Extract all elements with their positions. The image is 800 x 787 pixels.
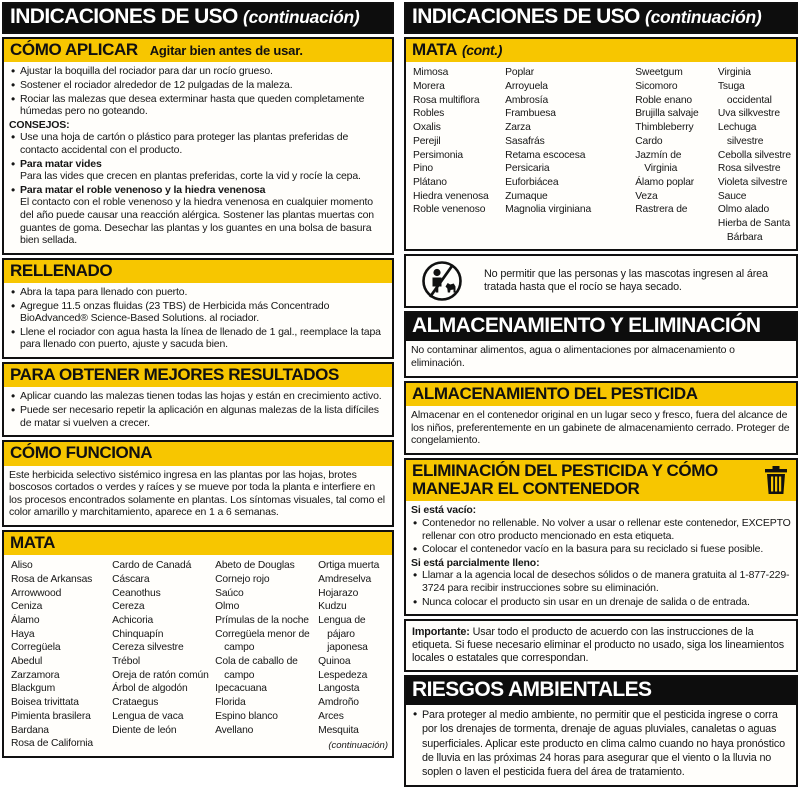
kills-cont-column-4 [718,66,792,244]
best-results-bullets [9,390,387,429]
kills-item: Roble enano [635,94,692,106]
kills-item: Hiedra venenosa [413,190,489,202]
kills-item: Hojarazo [318,587,359,599]
kills-item: Zarzamora [11,669,60,681]
kills-item: Chinquapín [112,628,164,640]
kills-item: Prímulas de la noche [215,615,309,627]
best-results-header [4,364,392,387]
kills-item: Jazmín de Virginia [635,149,682,175]
how-to-apply-title: CÓMO APLICAR [10,40,138,60]
best-results-section [2,362,394,437]
kills-item: Cáscara [112,573,150,585]
pesticide-disposal-body [406,501,796,614]
refill-title: RELLENADO [10,260,113,280]
kills-item: Mesquita [318,724,359,736]
kills-item: Álamo poplar [635,176,695,188]
kills-item: Ortiga muerta [318,560,380,572]
disposal-bullet: • Contenedor no rellenable. No volver a usar o rellenar este contenedor, EXCEPTO rellenar con otro producto mencionado en esta etiqueta. [411,517,791,542]
left-section-header [2,2,394,34]
kills-item: Quinoa [318,656,351,668]
kills-item: Sauce [717,190,747,202]
pesticide-storage-body [406,406,796,453]
kills-item: Sasafrás [505,135,545,147]
tip-text: Para las vides que crecen en plantas preferidas, corte la vid y rocíe la cepa. [20,170,361,183]
kills-item: Aliso [11,560,33,572]
kills-cont-column-3 [635,66,713,244]
kills-item: Amdroño [318,697,359,709]
storage-disposal-text: No contaminar alimentos, agua o alimentaciones por almacenamiento o eliminación. [411,344,735,369]
tips-label: CONSEJOS: [9,118,70,131]
kills-item: Cereza silvestre [112,642,184,654]
kills-item: Oxalis [413,122,441,134]
how-to-apply-bullets [9,65,387,117]
kills-item: Álamo [11,615,40,627]
kills-item: Plátano [413,176,447,188]
kills-item: Arrowwood [11,587,62,599]
kills-item: Retama escocesa [505,149,586,161]
storage-disposal-header [406,313,796,341]
important-label: Importante: [412,626,470,639]
refill-bullet: • Abra la tapa para llenado con puerto. [9,286,387,299]
right-header-title: INDICACIONES DE USO [412,5,640,28]
kills-item: Cereza [112,601,145,613]
no-entry-warning [404,254,798,308]
kills-item: Arroyuela [505,81,548,93]
kills-cont-suffix: (cont.) [461,42,502,59]
kills-item: Thimbleberry [635,122,694,134]
kills-item: Brujilla salvaje [635,108,699,120]
left-header-title: INDICACIONES DE USO [10,5,238,28]
pesticide-storage-header [406,383,796,406]
kills-item: Cola de caballo de campo [215,656,298,681]
environmental-bullets [411,708,791,779]
kills-item: Blackgum [11,683,56,695]
kills-item: Tsuga occidental [717,81,772,106]
pesticide-storage-section [404,381,798,455]
tip-text: Use una hoja de cartón o plástico para proteger las plantas preferidas de contacto accidental con el producto. [20,131,349,156]
if-empty-bullets [411,517,791,556]
kills-item: Achicoria [112,615,154,627]
kills-item: Rosa multiflora [413,94,480,106]
disposal-bullet: • Llamar a la agencia local de desechos sólidos o de manera gratuita al 1-877-229-3724 para recibir instrucciones sobre su eliminación. [411,569,791,594]
kills-item: Lechuga silvestre [717,122,764,147]
kills-item: Mimosa [413,67,449,79]
kills-item: Perejil [413,135,441,147]
kills-item: Saúco [215,587,244,599]
kills-column-4 [318,559,388,751]
kills-item: Sicomoro [635,81,678,93]
kills-cont-list [406,62,796,249]
how-it-works-body [4,466,392,525]
kills-item: Poplar [505,67,535,79]
if-empty-label: Si está vacío: [411,504,477,517]
kills-column-2 [112,559,210,751]
how-to-apply-bullet: • Sostener el rociador alrededor de 12 pulgadas de la maleza. [9,79,387,92]
storage-disposal-body [406,341,796,375]
kills-item: Persimonia [413,149,464,161]
kills-list [4,555,392,756]
important-note-box [404,619,798,672]
storage-disposal-title: ALMACENAMIENTO Y ELIMINACIÓN [412,314,761,338]
refill-section [2,258,394,359]
how-to-apply-bullet: • Ajustar la boquilla del rociador para dar un rocío grueso. [9,65,387,78]
kills-item: Rosa de California [11,738,94,750]
kills-item: Hierba de Santa Bárbara [717,217,791,243]
kills-item: Persicaria [505,163,550,175]
right-column [404,2,798,787]
kills-header [4,532,392,555]
tip-item [9,158,387,183]
kills-item: Lengua de vaca [112,710,184,722]
how-it-works-text: Este herbicida selectivo sistémico ingresa en las plantas por las hojas, brotes boscosos cortados o verdes y raíces y se mueve por toda la planta e interfiere en los procesos encontrados solamente en plantas. Los síntomas visuales, tal como el color amarillo y marchitamiento, aparece en 1 a 6 semanas. [9,468,385,519]
kills-item: Crataegus [112,697,159,709]
pesticide-disposal-section [404,458,798,616]
kills-item: Amdreselva [318,573,372,585]
kills-cont-section [404,37,798,251]
kills-item: Cardo de Canadá [112,560,192,572]
tip-bold-text: • Para matar el roble venenoso y la hiedra venenosa [20,183,266,196]
pesticide-disposal-header [406,460,796,502]
best-results-title: PARA OBTENER MEJORES RESULTADOS [10,365,339,385]
left-column [2,2,394,758]
kills-item: Violeta silvestre [717,176,788,188]
kills-item: Ceanothus [112,587,161,599]
kills-item: Arces [318,710,344,722]
kills-item: Abedul [11,656,43,668]
kills-item: Rosa silvestre [717,163,781,175]
environmental-hazards-section [404,675,798,787]
kills-item: Roble venenoso [413,204,486,216]
tip-bold-text: • Para matar vides [20,157,102,170]
environmental-hazards-body [406,705,796,785]
refill-body [4,283,392,357]
kills-item: Rastrera de [635,204,688,216]
tip-item [9,131,387,156]
kills-item: Cornejo rojo [215,573,270,585]
kills-item: Kudzu [318,601,347,613]
how-to-apply-bullet: • Rociar las malezas que desea exterminar hasta que queden completamente húmedas pero no goteando. [9,93,387,118]
kills-item: Zarza [505,122,531,134]
kills-item: Diente de león [112,724,177,736]
disposal-bullet: • Colocar el contenedor vacío en la basura para su reciclado si fuese posible. [411,543,791,556]
kills-item: Corregüela menor de campo [215,628,310,654]
refill-header [4,260,392,283]
kills-item: Frambuesa [505,108,556,120]
left-header-continuation: (continuación) [243,7,360,27]
environmental-bullet: • Para proteger al medio ambiente, no permitir que el pesticida ingrese o corra por los drenajes de tormenta, drenaje de aguas pluviales, canaletas o aguas superficiales. Aplicar este producto en clima calmo cuando no haya pronóstico de lluvia en las próximas 24 horas para asegurar que el viento o la lluvia no soplen o laven el pesticida fuera del área de tratamiento. [411,708,791,779]
how-to-apply-body [4,62,392,252]
kills-item: Zumaque [505,190,548,202]
kills-item: Pino [413,163,434,175]
refill-bullet: • Llene el rociador con agua hasta la línea de llenado de 1 gal., reemplace la tapa para llenado con puerto, ajuste y sacuda bien. [9,326,387,351]
kills-item: Robles [413,108,445,120]
tip-item [9,184,387,247]
kills-item: Morera [413,81,445,93]
kills-cont-title: MATA [412,40,457,60]
kills-item: Sweetgum [635,67,683,79]
kills-item: Magnolia virginiana [505,204,592,216]
kills-column-3 [215,559,313,751]
shake-well-note: Agitar bien antes de usar. [149,43,303,59]
tip-text: El contacto con el roble venenoso y la hiedra venenosa en cualquier momento del año puede causar una reacción alérgica. Sostener las plantas muertas con guantes de goma. Desechar las plantas y los guantes en una bolsa de basura bien sellada. [20,196,374,247]
refill-bullet: • Agregue 11.5 onzas fluidas (23 TBS) de Herbicida más Concentrado BioAdvanced® Science-Based Solutions. al rociador. [9,300,387,325]
kills-item: Bardana [11,724,49,736]
kills-item: Espino blanco [215,710,278,722]
if-partial-label: Si está parcialmente lleno: [411,556,540,569]
kills-item: Pimienta brasilera [11,710,91,722]
kills-cont-column-2 [505,66,630,244]
kills-item: Cardo [635,135,663,147]
kills-item: Olmo [215,601,240,613]
kills-item: Abeto de Douglas [215,560,295,572]
kills-title: MATA [10,532,55,552]
list-continuation-note: (continuación) [328,740,388,752]
kills-column-1 [11,559,107,751]
kills-item: Corregüela [11,642,61,654]
kills-item: Avellano [215,724,254,736]
kills-item: Ipecacuana [215,683,267,695]
right-section-header [404,2,798,34]
how-to-apply-section [2,37,394,255]
how-it-works-header [4,442,392,465]
kills-item: Olmo alado [717,204,770,216]
pesticide-storage-title: ALMACENAMIENTO DEL PESTICIDA [412,383,698,403]
kills-item: Lengua de pájaro japonesa [318,615,368,654]
kills-item: Rosa de Arkansas [11,573,93,585]
kills-item: Cebolla silvestre [717,149,791,161]
environmental-hazards-header [406,677,796,705]
how-it-works-section [2,440,394,527]
pesticide-storage-text: Almacenar en el contenedor original en un lugar seco y fresco, fuera del alcance de los niños, preferentemente en un gabinete de almacenamiento cerrado. Proteger de congelamiento. [411,408,790,447]
kills-item: Árbol de algodón [112,683,188,695]
kills-item: Virginia [717,67,751,79]
kills-item: Boisea trivittata [11,697,79,709]
kills-column-4-items [318,559,388,737]
best-results-body [4,387,392,435]
kills-item: Ambrosía [505,94,549,106]
best-results-bullet: • Puede ser necesario repetir la aplicación en algunas malezas de la lista difíciles de matar si vuelven a crecer. [9,404,387,429]
kills-item: Oreja de ratón común [112,669,209,681]
kills-item: Ceniza [11,601,43,613]
if-partial-bullets [411,569,791,608]
kills-item: Lespedeza [318,669,368,681]
kills-section [2,530,394,758]
no-entry-text: No permitir que las personas y las mascotas ingresen al área tratada hasta que el rocío se haya secado. [484,267,768,294]
kills-item: Langosta [318,683,360,695]
refill-bullets [9,286,387,351]
how-it-works-title: CÓMO FUNCIONA [10,443,153,463]
disposal-bullet: • Nunca colocar el producto sin usar en un drenaje de salida o de entrada. [411,596,791,609]
important-text: Usar todo el producto de acuerdo con las instrucciones de la etiqueta. Si fuese necesario eliminar el producto no usado, siga los lineamientos locales o estatales que correspondan. [412,626,784,665]
kills-item: Uva silkvestre [717,108,780,120]
no-people-pets-icon [414,260,470,302]
kills-cont-header [406,39,796,62]
environmental-hazards-title: RIESGOS AMBIENTALES [412,678,652,702]
trash-icon [760,465,790,495]
kills-item: Trébol [112,656,141,668]
kills-item: Haya [11,628,35,640]
kills-cont-column-1 [413,66,500,244]
important-note-body [406,621,796,670]
kills-item: Veza [635,190,658,202]
best-results-bullet: • Aplicar cuando las malezas tienen todas las hojas y están en crecimiento activo. [9,390,387,403]
pesticide-disposal-title: ELIMINACIÓN DEL PESTICIDA Y CÓMO MANEJAR EL CONTENEDOR [412,460,718,499]
how-to-apply-header [4,39,392,62]
kills-item: Florida [215,697,246,709]
right-header-continuation: (continuación) [645,7,762,27]
storage-disposal-section [404,311,798,377]
kills-item: Euforbiácea [505,176,559,188]
